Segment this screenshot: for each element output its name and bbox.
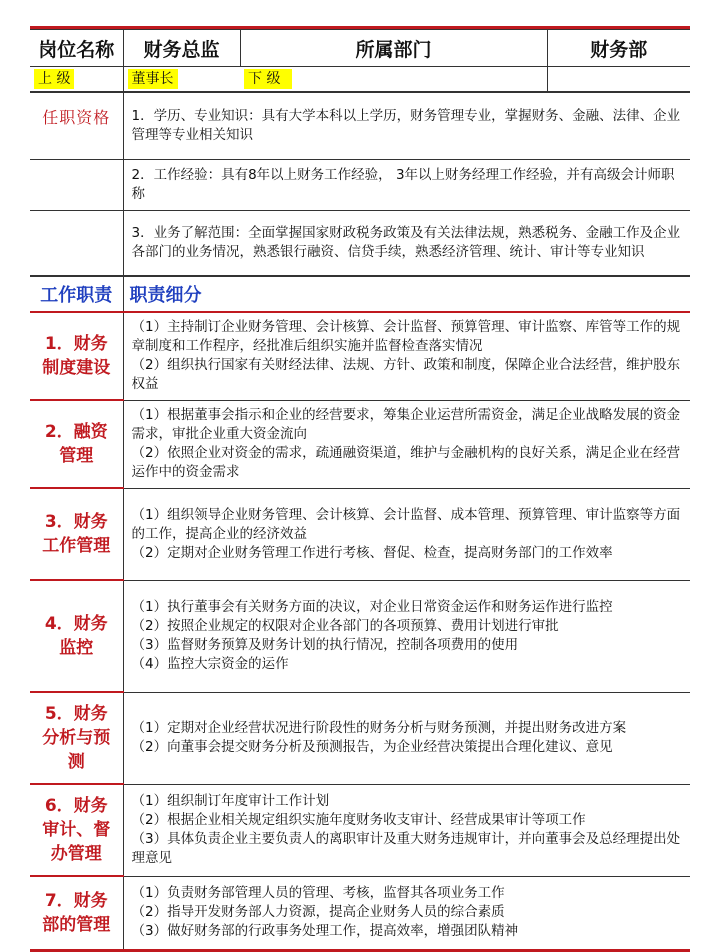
qualifications-spacer	[30, 160, 123, 211]
duty-item: （2）组织执行国家有关财经法律、法规、方针、政策和制度，保障企业合法经营，维护股东权益	[131, 357, 681, 393]
header-table	[30, 29, 690, 92]
department-label: 所属部门	[240, 30, 547, 67]
qualifications-label: 任职资格	[30, 93, 123, 160]
qualifications-table	[30, 92, 690, 276]
duty-item: （2）定期对企业财务管理工作进行考核、督促、检查，提高财务部门的工作效率	[131, 544, 613, 561]
duty-title: 7．财务部的管理	[30, 876, 123, 949]
duty-item: （4）监控大宗资金的运作	[131, 656, 289, 672]
superior-value: 董事长	[128, 69, 178, 89]
duty-item: （2）依照企业对资金的需求，疏通融资渠道，维护与金融机构的良好关系，满足企业在经营运作中的资金需求	[131, 445, 681, 480]
duty-item: （2）根据企业相关规定组织实施年度财务收支审计、经营成果审计等项工作	[131, 812, 586, 828]
position-name-value: 财务总监	[123, 30, 240, 67]
duties-table	[30, 276, 690, 949]
duty-details	[123, 580, 690, 692]
qualifications-spacer	[30, 211, 123, 276]
subordinate-cell	[240, 67, 547, 92]
duty-title: 3．财务工作管理	[30, 488, 123, 580]
job-description-sheet	[30, 26, 690, 952]
duty-item: （2）向董事会提交财务分析及预测报告，为企业经营决策提出合理化建议、意见	[131, 739, 613, 755]
duty-item: （2）按照企业规定的权限对企业各部门的各项预算、费用计划进行审批	[131, 618, 559, 634]
duty-item: （1）组织制订年度审计工作计划	[131, 793, 330, 809]
duty-title: 1．财务制度建设	[30, 312, 123, 400]
department-value: 财务部	[547, 30, 690, 67]
duty-item: （1）定期对企业经营状况进行阶段性的财务分析与财务预测，并提出财务改进方案	[131, 720, 627, 736]
duty-title: 4．财务监控	[30, 580, 123, 692]
duty-details	[123, 876, 690, 949]
subordinate-label: 下 级	[244, 69, 292, 89]
superior-label-cell	[30, 67, 123, 92]
duties-header-label: 工作职责	[30, 277, 123, 313]
duty-item: （3）具体负责企业主要负责人的离职审计及重大财务违规审计，并向董事会及总经理提出处理意见	[131, 831, 681, 866]
subordinate-value	[547, 67, 690, 92]
qualification-item: 2．工作经验：具有8年以上财务工作经验， 3年以上财务经理工作经验，并有高级会计师职称	[123, 160, 690, 211]
duty-details	[123, 312, 690, 400]
duties-header-detail: 职责细分	[123, 277, 690, 313]
duty-item: （2）指导开发财务部人力资源，提高企业财务人员的综合素质	[131, 904, 505, 921]
position-name-label: 岗位名称	[30, 30, 123, 67]
duty-item: （1）根据董事会指示和企业的经营要求，筹集企业运营所需资金，满足企业战略发展的资金需求，审批企业重大资金流向	[131, 407, 681, 442]
duty-details	[123, 488, 690, 580]
qualification-item: 1．学历、专业知识：具有大学本科以上学历，财务管理专业，掌握财务、金融、法律、企业管理等专业相关知识	[123, 93, 690, 160]
duty-details	[123, 692, 690, 784]
qualification-item: 3．业务了解范围：全面掌握国家财政税务政策及有关法律法规，熟悉税务、金融工作及企业各部门的业务情况，熟悉银行融资、信贷手续，熟悉经济管理、统计、审计等专业知识	[123, 211, 690, 276]
superior-value-cell	[123, 67, 240, 92]
duty-details	[123, 784, 690, 876]
duty-title: 2．融资管理	[30, 400, 123, 488]
duty-details	[123, 400, 690, 488]
duty-item: （3）监督财务预算及财务计划的执行情况，控制各项费用的使用	[131, 637, 519, 653]
duty-title: 5．财务分析与预测	[30, 692, 123, 784]
duty-item: （1）主持制订企业财务管理、会计核算、会计监督、预算管理、审计监察、库管等工作的规章制度和工作程序，经批准后组织实施并监督检查落实情况	[131, 319, 681, 355]
superior-label: 上 级	[34, 69, 74, 89]
duty-item: （1）组织领导企业财务管理、会计核算、会计监督、成本管理、预算管理、审计监察等方面的工作，提高企业的经济效益	[131, 506, 681, 542]
duty-title: 6．财务审计、督办管理	[30, 784, 123, 876]
duty-item: （3）做好财务部的行政事务处理工作，提高效率，增强团队精神	[131, 923, 519, 940]
duty-item: （1）执行董事会有关财务方面的决议，对企业日常资金运作和财务运作进行监控	[131, 599, 613, 615]
duty-item: （1）负责财务部管理人员的管理、考核，监督其各项业务工作	[131, 885, 505, 902]
